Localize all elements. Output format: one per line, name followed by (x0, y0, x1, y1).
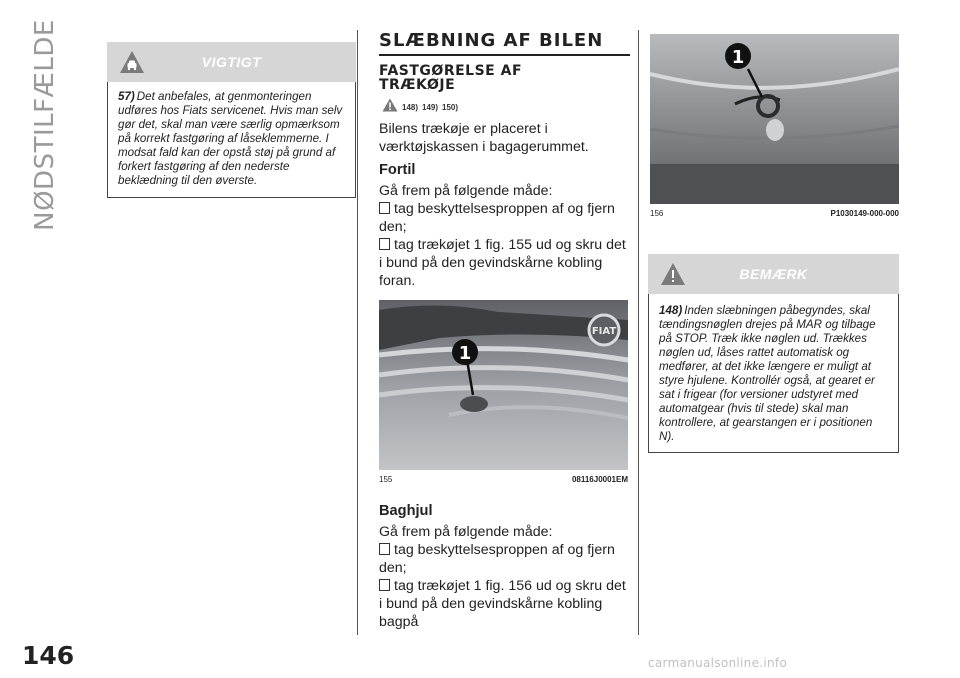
figure-155-number: 155 (379, 475, 393, 484)
front-bumper-photo (379, 300, 628, 470)
chapter-side-title (20, 19, 70, 231)
figure-155 (379, 300, 628, 484)
step-text: den; (379, 219, 407, 235)
rear-bumper-photo (650, 34, 899, 204)
warning-line: forkert fastgøring af den nederste (118, 160, 290, 173)
note-box (648, 254, 899, 453)
warning-line: beklædning til den øverste. (118, 174, 258, 187)
warning-triangle-icon (382, 98, 398, 112)
warning-box-text (107, 82, 356, 198)
step-text: tag trækøjet 1 fig. 155 ud og skru det (394, 237, 626, 253)
step-text: den; (379, 560, 407, 576)
figure-156 (650, 34, 899, 218)
rear-step-2 (379, 577, 631, 595)
checkbox-bullet-icon (379, 238, 390, 250)
note-line: nøglen ud, låses rattet automatisk og (659, 346, 850, 359)
warning-ref: 57) (118, 90, 135, 103)
figure-155-caption (379, 475, 628, 484)
figure-156-code: P1030149-000-000 (830, 209, 899, 218)
step-text: tag beskyttelsesproppen af og fjern (394, 542, 615, 558)
front-heading: Fortil (379, 162, 416, 178)
step-text: i bund på den gevindskårne kobling (379, 255, 603, 271)
warning-line: udføres hos Fiats servicenet. Hvis man selv (118, 104, 343, 117)
note-box-text (648, 294, 899, 453)
warning-line: Det anbefales, at genmonteringen (136, 90, 312, 103)
warning-box-title: VIGTIGT (201, 54, 262, 70)
intro-line: Bilens trækøje er placeret i (379, 121, 548, 137)
step-text: tag trækøjet 1 fig. 156 ud og skru det (394, 578, 626, 594)
rear-step-1 (379, 541, 631, 559)
note-line: N). (659, 430, 675, 443)
figure-155-callout: 1 (458, 343, 472, 364)
front-step-1 (379, 200, 631, 218)
warning-box-header (107, 42, 356, 82)
warning-box (107, 42, 356, 198)
chapter-side-title-text: NØDSTILFÆLDE (30, 19, 61, 231)
rear-lead: Gå frem på følgende måde: (379, 524, 553, 540)
svg-text:FIAT: FIAT (591, 326, 617, 337)
note-line: tændingsnøglen drejes på MAR og tilbage (659, 318, 876, 331)
figure-156-callout: 1 (731, 47, 745, 68)
intro-line: værktøjskassen i bagagerummet. (379, 139, 589, 155)
column-divider-1 (357, 30, 358, 635)
checkbox-bullet-icon (379, 543, 390, 555)
step-text: bagpå (379, 614, 419, 630)
front-lead: Gå frem på følgende måde: (379, 183, 553, 199)
step-text: tag beskyttelsesproppen af og fjern (394, 201, 615, 217)
ref-item: 149) (422, 103, 439, 112)
note-line: sat i frigear (for versioner udstyret med (659, 388, 859, 401)
footer-watermark-url: carmanualsonline.info (648, 656, 788, 670)
subsection-title (379, 64, 522, 92)
warning-car-icon (119, 50, 145, 74)
ref-item: 150) (442, 103, 459, 112)
reference-list (382, 98, 458, 112)
figure-156-number: 156 (650, 209, 664, 218)
note-ref: 148) (659, 304, 683, 317)
note-box-title: BEMÆRK (739, 266, 808, 282)
front-step-2 (379, 236, 631, 254)
warning-triangle-icon (660, 262, 686, 286)
figure-155-code: 08116J0001EM (571, 475, 628, 484)
warning-line: på korrekt fastgøring af låseklemmerne. I (118, 132, 329, 145)
rear-heading: Baghjul (379, 503, 433, 519)
front-text-block (379, 120, 631, 290)
note-line: Inden slæbningen påbegyndes, skal (684, 304, 870, 317)
note-line: kontrollere, at gearstangen er i positionen (659, 416, 873, 429)
note-line: styre hjulene. Kontrollér også, at gearet er (659, 374, 875, 387)
figure-156-caption (650, 209, 899, 218)
note-line: på STOP. Træk ikke nøglen ud. Trækkes (659, 332, 867, 345)
column-divider-2 (638, 30, 639, 635)
note-line: automatgear (hvis til stede) skal man (659, 402, 849, 415)
rear-text-block (379, 502, 631, 631)
subsection-title-line: FASTGØRELSE AF (379, 63, 523, 79)
subsection-title-line: TRÆKØJE (379, 77, 456, 93)
checkbox-bullet-icon (379, 579, 390, 591)
note-box-header (648, 254, 899, 294)
page-number: 146 (22, 641, 75, 670)
step-text: foran. (379, 273, 416, 289)
checkbox-bullet-icon (379, 202, 390, 214)
warning-line: modsat fald kan der opstå støj på grund af (118, 146, 336, 159)
ref-item: 148) (402, 103, 419, 112)
section-title: SLÆBNING AF BILEN (379, 30, 630, 56)
note-line: medfører, at det ikke længere er muligt at (659, 360, 871, 373)
warning-line: gør det, skal man være særlig opmærksom (118, 118, 340, 131)
step-text: i bund på den gevindskårne kobling (379, 596, 603, 612)
